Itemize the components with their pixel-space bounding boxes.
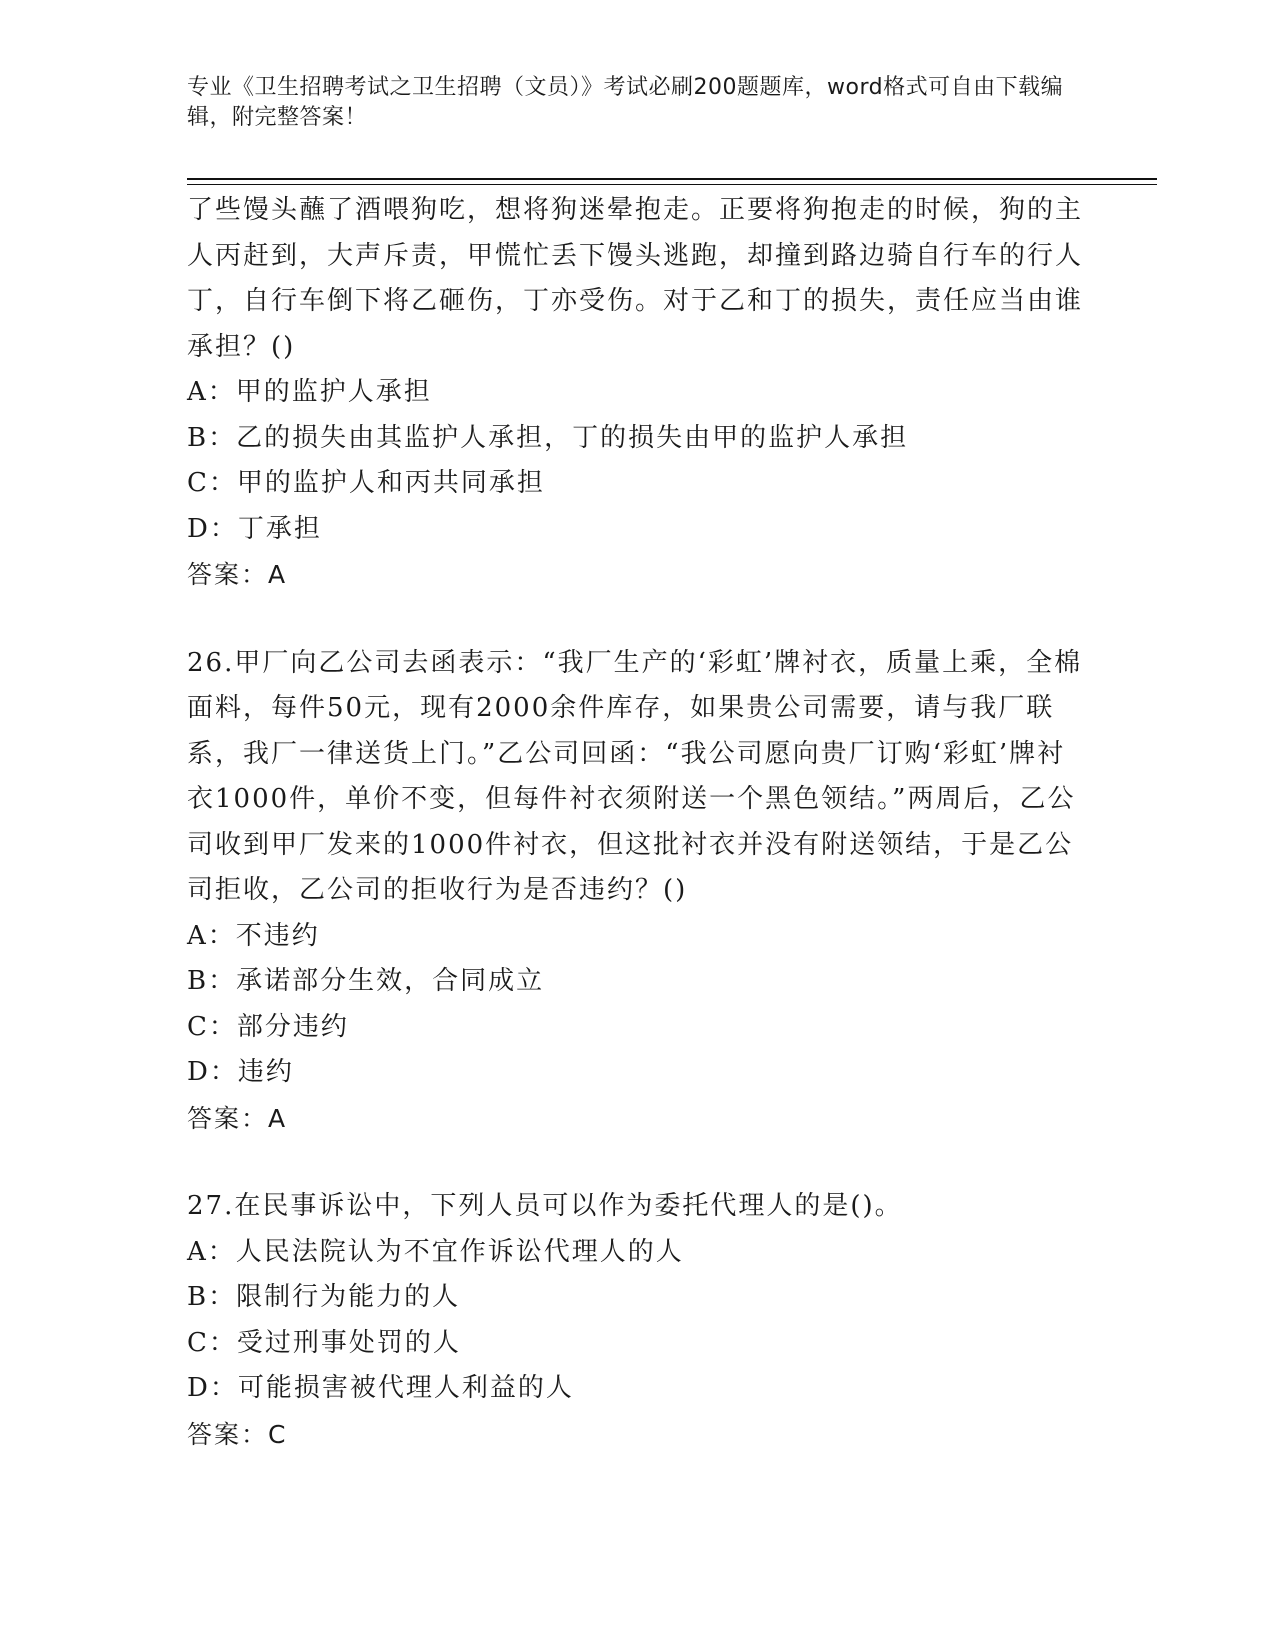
question-27-option-a: A：人民法院认为不宜作诉讼代理人的人 bbox=[187, 1236, 684, 1267]
question-27-option-c: C：受过刑事处罚的人 bbox=[187, 1327, 461, 1358]
question-25-option-d: D：丁承担 bbox=[187, 513, 322, 544]
header-rule-thick bbox=[187, 178, 1157, 180]
question-26-option-c: C：部分违约 bbox=[187, 1011, 349, 1042]
question-26-option-b: B：承诺部分生效，合同成立 bbox=[187, 966, 545, 996]
question-27-stem: 27.在民事诉讼中，下列人员可以作为委托代理人的是()。 bbox=[187, 1191, 903, 1221]
question-25 bbox=[187, 188, 1087, 598]
question-25-option-b: B：乙的损失由其监护人承担，丁的损失由甲的监护人承担 bbox=[187, 422, 909, 453]
question-25-option-a: A：甲的监护人承担 bbox=[187, 377, 432, 407]
question-26-stem: 26.甲厂向乙公司去函表示：“我厂生产的‘彩虹’牌衬衣，质量上乘，全棉面料，每件50元，现有2000余件库存，如果贵公司需要，请与我厂联系，我厂一律送货上门。”乙公司回函：“我公司愿向贵厂订购‘彩虹’牌衬衣1000件，单价不变，但每件衬衣须附送一个黑色领结。”两周后，乙公司收到甲厂发来的1000件衬衣，但这批衬衣并没有附送领结，于是乙公司拒收，乙公司的拒收行为是否违约？() bbox=[187, 647, 1083, 905]
question-26-option-a: A：不违约 bbox=[187, 920, 320, 951]
question-27-option-b: B：限制行为能力的人 bbox=[187, 1282, 461, 1312]
question-25-stem-continuation: 了些馒头蘸了酒喂狗吃，想将狗迷晕抱走。正要将狗抱走的时候，狗的主人丙赶到，大声斥责，甲慌忙丢下馒头逃跑，却撞到路边骑自行车的行人丁，自行车倒下将乙砸伤，丁亦受伤。对于乙和丁的损失，责任应当由谁承担？() bbox=[187, 195, 1084, 362]
question-27-answer: 答案：C bbox=[187, 1419, 288, 1449]
spacer bbox=[187, 1141, 1087, 1184]
question-26 bbox=[187, 641, 1087, 1142]
question-25-answer: 答案：A bbox=[187, 560, 288, 589]
header-rule-thin bbox=[187, 184, 1157, 185]
spacer bbox=[187, 598, 1087, 641]
document-body bbox=[187, 188, 1087, 1457]
question-25-option-c: C：甲的监护人和丙共同承担 bbox=[187, 468, 545, 498]
question-26-answer: 答案：A bbox=[187, 1103, 288, 1133]
question-27-option-d: D：可能损害被代理人利益的人 bbox=[187, 1373, 574, 1403]
document-header: 专业《卫生招聘考试之卫生招聘（文员）》考试必刷200题题库，word格式可自由下载编辑，附完整答案！ bbox=[187, 75, 1064, 130]
question-27 bbox=[187, 1184, 1087, 1457]
question-26-option-d: D：违约 bbox=[187, 1057, 294, 1087]
